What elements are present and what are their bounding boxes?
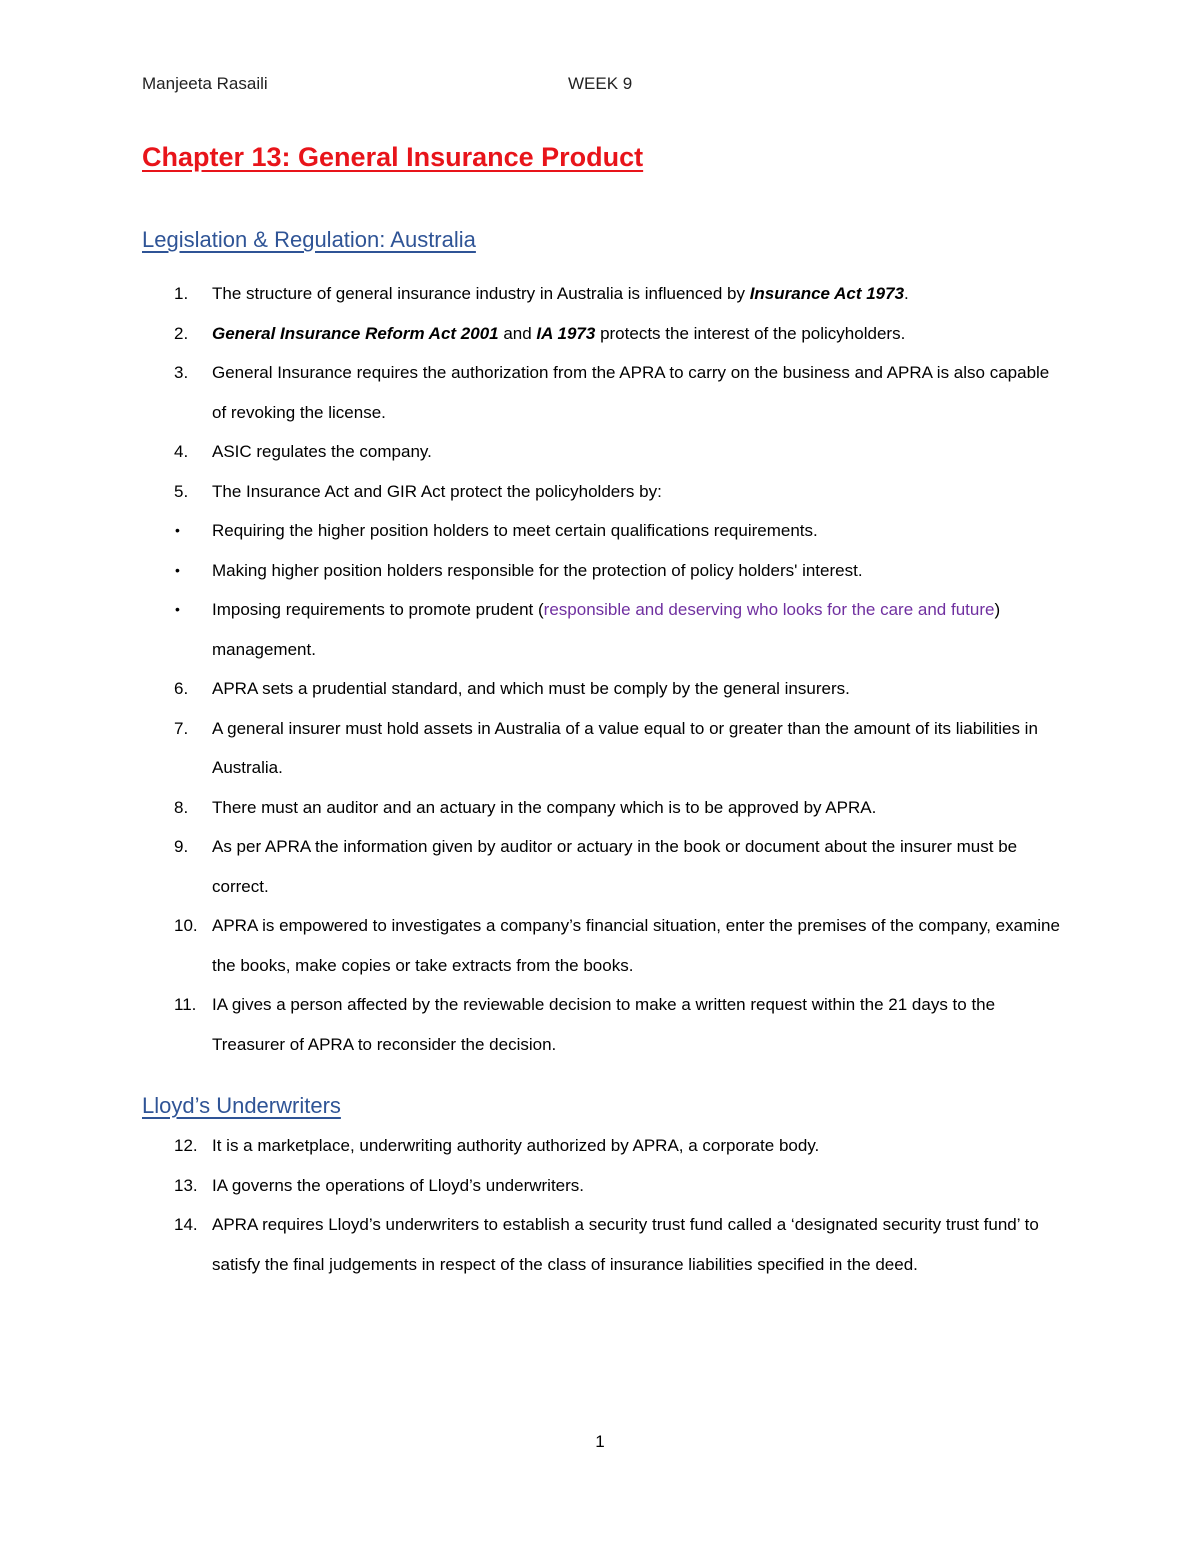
list-number: 8. [174,797,189,817]
list-number: 13. [174,1175,198,1195]
item-text: The structure of general insurance industry in Australia is influenced by [212,284,750,303]
item-text: APRA requires Lloyd’s underwriters to establish a security trust fund called a ‘designated security trust fund’ to satisfy the final judgements in respect of the class of insurance liabilities specified in the deed. [212,1215,1039,1274]
list-item [142,1205,1062,1284]
list-item [142,906,1062,985]
bullet-icon: • [175,601,180,617]
list-item [142,788,1062,828]
list-number: 6. [174,679,189,698]
item-emphasis: General Insurance Reform Act 2001 [212,323,499,343]
section-heading-lloyds: Lloyd’s Underwriters [142,1093,341,1118]
list-number: 2. [174,323,189,343]
list-number: 10. [174,916,198,935]
list-item [142,274,1062,314]
item-text: Making higher position holders responsible for the protection of policy holders' interest. [212,560,863,580]
lloyds-list [142,1126,1062,1284]
item-text: There must an auditor and an actuary in the company which is to be approved by APRA. [212,797,877,817]
chapter-title: Chapter 13: General Insurance Product [142,142,644,172]
list-number: 9. [174,837,189,856]
item-text: Imposing requirements to promote prudent ( [212,600,544,619]
list-number: 3. [174,363,189,382]
item-text: Requiring the higher position holders to meet certain qualifications requirements. [212,521,818,540]
list-item [142,314,1062,354]
list-number: 12. [174,1136,198,1155]
item-text: protects the interest of the policyholders. [595,323,906,343]
item-text: The Insurance Act and GIR Act protect the policyholders by: [212,481,662,501]
list-item [142,432,1062,472]
item-text: It is a marketplace, underwriting authority authorized by APRA, a corporate body. [212,1136,820,1155]
item-text: IA gives a person affected by the reviewable decision to make a written request within the 21 days to the Treasurer of APRA to reconsider the decision. [212,995,996,1054]
page-header [142,74,1042,98]
list-item [142,709,1062,788]
item-text: A general insurer must hold assets in Australia of a value equal to or greater than the amount of its liabilities in Australia. [212,718,1038,777]
legislation-list [142,274,1062,1064]
bullet-icon: • [175,522,180,538]
list-item [142,590,1062,669]
item-text: and [498,323,537,343]
list-item [142,353,1062,432]
item-text: As per APRA the information given by auditor or actuary in the book or document about the insurer must be correct. [212,837,1018,896]
list-number: 4. [174,442,189,461]
list-number: 5. [174,481,189,501]
item-emphasis: Insurance Act 1973 [749,284,905,303]
list-item [142,1126,1062,1166]
list-item [142,472,1062,512]
item-text: IA governs the operations of Lloyd’s underwriters. [212,1175,585,1195]
item-emphasis: IA 1973 [536,323,596,343]
item-text: APRA sets a prudential standard, and which must be comply by the general insurers. [212,679,850,698]
item-text: ASIC regulates the company. [212,442,432,461]
item-text: General Insurance requires the authorization from the APRA to carry on the business and APRA is also capable of revoking the license. [212,363,1050,422]
list-item [142,669,1062,709]
list-item [142,1166,1062,1206]
list-number: 14. [174,1215,198,1234]
header-week: WEEK 9 [568,74,633,93]
list-item [142,827,1062,906]
list-number: 7. [174,718,189,738]
header-author: Manjeeta Rasaili [142,74,268,93]
item-text: . [904,284,909,303]
list-number: 1. [174,284,189,303]
list-item [142,511,1062,551]
item-text: APRA is empowered to investigates a company’s financial situation, enter the premises of the company, examine the books, make copies or take extracts from the books. [212,916,1060,975]
bullet-icon: • [175,561,180,578]
list-number: 11. [174,995,197,1014]
item-text: ) management. [212,600,1001,659]
item-highlight: responsible and deserving who looks for the care and future [543,600,995,619]
list-item [142,985,1062,1064]
page-number: 1 [595,1432,605,1451]
section-heading-legislation: Legislation & Regulation: Australia [142,227,476,252]
list-item [142,551,1062,591]
